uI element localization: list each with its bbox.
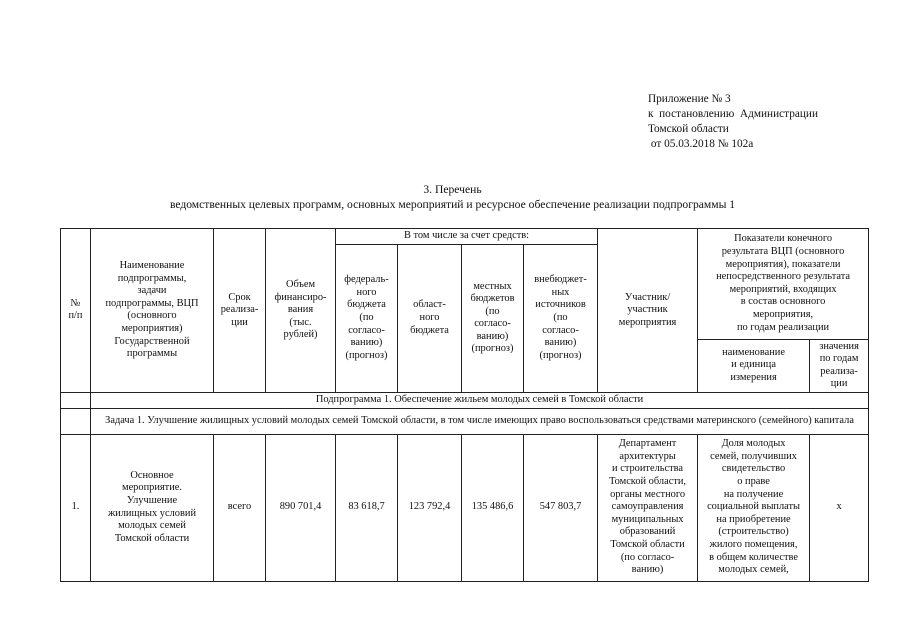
header-indicator-values: значения по годам реализа- ции xyxy=(810,339,869,392)
header-period: Срок реализа- ции xyxy=(214,229,266,393)
row-regional: 123 792,4 xyxy=(398,434,462,581)
row-indicator-values: х xyxy=(810,434,869,581)
appendix-line: от 05.03.2018 № 102а xyxy=(648,138,754,150)
header-indicator-name: наименование и единица измерения xyxy=(698,339,810,392)
header-num: № п/п xyxy=(61,229,91,393)
table-row xyxy=(61,434,869,581)
row-local: 135 486,6 xyxy=(462,434,524,581)
row-participant: Департамент архитектуры и строительства Томской области, органы местного самоуправления муниципальных образований Томской области (по согласо- ванию) xyxy=(598,434,698,581)
row-indicator-name: Доля молодых семей, получивших свидетельство о праве на получение социальной выплаты на приобретение (строительство) жилого помещения, в общем количестве молодых семей, xyxy=(698,434,810,581)
row-period: всего xyxy=(214,434,266,581)
row-volume: 890 701,4 xyxy=(266,434,336,581)
header-participant: Участник/ участник мероприятия xyxy=(598,229,698,393)
subprogram-row: Подпрограмма 1. Обеспечение жильем молодых семей в Томской области xyxy=(91,392,869,408)
task-row: Задача 1. Улучшение жилищных условий молодых семей Томской области, в том числе имеющих право воспользоваться средствами материнского (семейного) капитала xyxy=(91,408,869,434)
header-funding-group: В том числе за счет средств: xyxy=(336,229,598,245)
header-regional: област- ного бюджета xyxy=(398,244,462,392)
document-title xyxy=(0,182,905,212)
header-name: Наименование подпрограммы, задачи подпрограммы, ВЦП (основного мероприятия) Государственной программы xyxy=(91,229,214,393)
program-table xyxy=(60,228,869,582)
appendix-block xyxy=(648,92,888,152)
appendix-line: Приложение № 3 xyxy=(648,93,731,105)
row-name: Основное мероприятие. Улучшение жилищных условий молодых семей Томской области xyxy=(91,434,214,581)
title-line-number: 3. Перечень xyxy=(423,183,482,196)
header-local: местных бюджетов (по согласо- ванию) (прогноз) xyxy=(462,244,524,392)
title-line-subject: ведомственных целевых программ, основных мероприятий и ресурсное обеспечение реализации подпрограммы 1 xyxy=(169,198,736,211)
header-indicators: Показатели конечного результата ВЦП (основного мероприятия), показатели непосредственного результата мероприятий, входящих в состав основного мероприятия, по годам реализации xyxy=(698,229,869,340)
empty-cell xyxy=(61,392,91,408)
header-volume: Объем финансиро- вания (тыс. рублей) xyxy=(266,229,336,393)
row-extra: 547 803,7 xyxy=(524,434,598,581)
row-federal: 83 618,7 xyxy=(336,434,398,581)
header-extra: внебюджет- ных источников (по согласо- ванию) (прогноз) xyxy=(524,244,598,392)
appendix-line: Томской области xyxy=(648,123,729,135)
appendix-line: к постановлению Администрации xyxy=(648,108,819,120)
row-num: 1. xyxy=(61,434,91,581)
header-federal: федераль- ного бюджета (по согласо- ванию) (прогноз) xyxy=(336,244,398,392)
empty-cell xyxy=(61,408,91,434)
